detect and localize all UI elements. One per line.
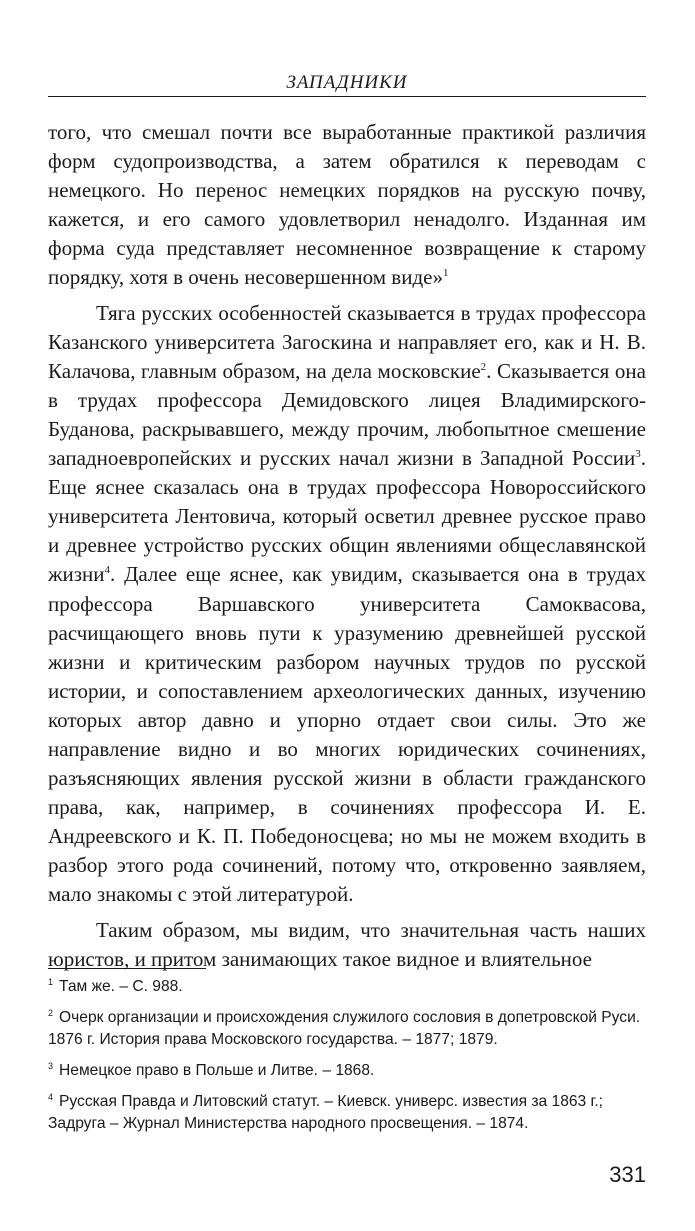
paragraph [48, 299, 646, 910]
body-text [48, 118, 646, 974]
footnote-number: 1 [48, 976, 54, 987]
footnote-reference: 2 [480, 360, 487, 373]
footnote [48, 1007, 646, 1051]
footnote [48, 976, 646, 998]
running-head: ЗАПАДНИКИ [286, 72, 408, 93]
paragraph [48, 916, 646, 974]
footnote [48, 1091, 646, 1135]
footnotes [48, 976, 646, 1144]
footnote-text: Немецкое право в Польше и Литве. – 1868. [59, 1062, 375, 1079]
footnote-number: 3 [48, 1060, 54, 1071]
paragraph [48, 118, 646, 293]
footnote-reference: 4 [104, 564, 111, 577]
footnote-text: Там же. – С. 988. [59, 978, 183, 995]
page-number: 331 [609, 1162, 646, 1187]
footnote-rule [48, 968, 206, 969]
paragraph-text: . Далее еще яснее, как увидим, сказывается она в трудах профессора Варшавского университета Самоквасова, расчищающего вновь пути к уразумению древнейшей русской жизни и критическим разбором научных трудов по русской истории, и сопоставлением археологических данных, изучению которых автор давно и упорно отдает свои силы. Это же направление видно и во многих юридических сочинениях, разъясняющих явления русской жизни в области гражданского права, как, например, в сочинениях профессора И. Е. Андреевского и К. П. Победоносцева; но мы не можем входить в разбор этого рода сочинений, потому что, откровенно заявляем, мало знакомы с этой литературой. [48, 562, 646, 907]
footnote [48, 1060, 646, 1082]
paragraph-text: Тяга русских особенностей сказывается в трудах профессора Казанского университета Загоскина и направляет его, как и Н. В. Калачова, главным образом, на дела московские [48, 300, 646, 383]
paragraph-text: . Еще яснее сказалась она в трудах профессора Новороссийского университета Лентовича, который осветил древнее русское право и древнее устройство русских общин явлениями общеславянской жизни [48, 446, 646, 587]
paragraph-text: . Сказывается она в трудах профессора Демидовского лицея Владимирского-Буданова, раскрывавшего, между прочим, любопытное смешение западноевропейских и русских начал жизни в Западной России [48, 358, 646, 471]
footnote-number: 2 [48, 1007, 54, 1018]
paragraph-text: того, что смешал почти все выработанные практикой различия форм судопроизводства, а затем обратился к переводам с немецкого. Но перенос немецких порядков на русскую почву, кажется, и его самого удовлетворил ненадолго. Изданная им форма суда представляет несомненное возвращение к старому порядку, хотя в очень несовершенном виде» [48, 120, 646, 290]
footnote-reference: 1 [442, 267, 449, 280]
footnote-number: 4 [48, 1091, 54, 1102]
footnote-text: Русская Правда и Литовский статут. – Киевск. универс. известия за 1863 г.; Задруга – Журнал Министерства народного просвещения. – 1874. [48, 1093, 603, 1132]
paragraph-text: Таким образом, мы видим, что значительная часть наших юристов, и притом занимающих такое видное и влиятельное [48, 917, 646, 971]
footnote-text: Очерк организации и происхождения служилого сословия в допетровской Руси. 1876 г. История права Московского государства. – 1877; 1879. [48, 1009, 641, 1048]
footnote-reference: 3 [635, 448, 641, 461]
header-rule [48, 96, 646, 97]
